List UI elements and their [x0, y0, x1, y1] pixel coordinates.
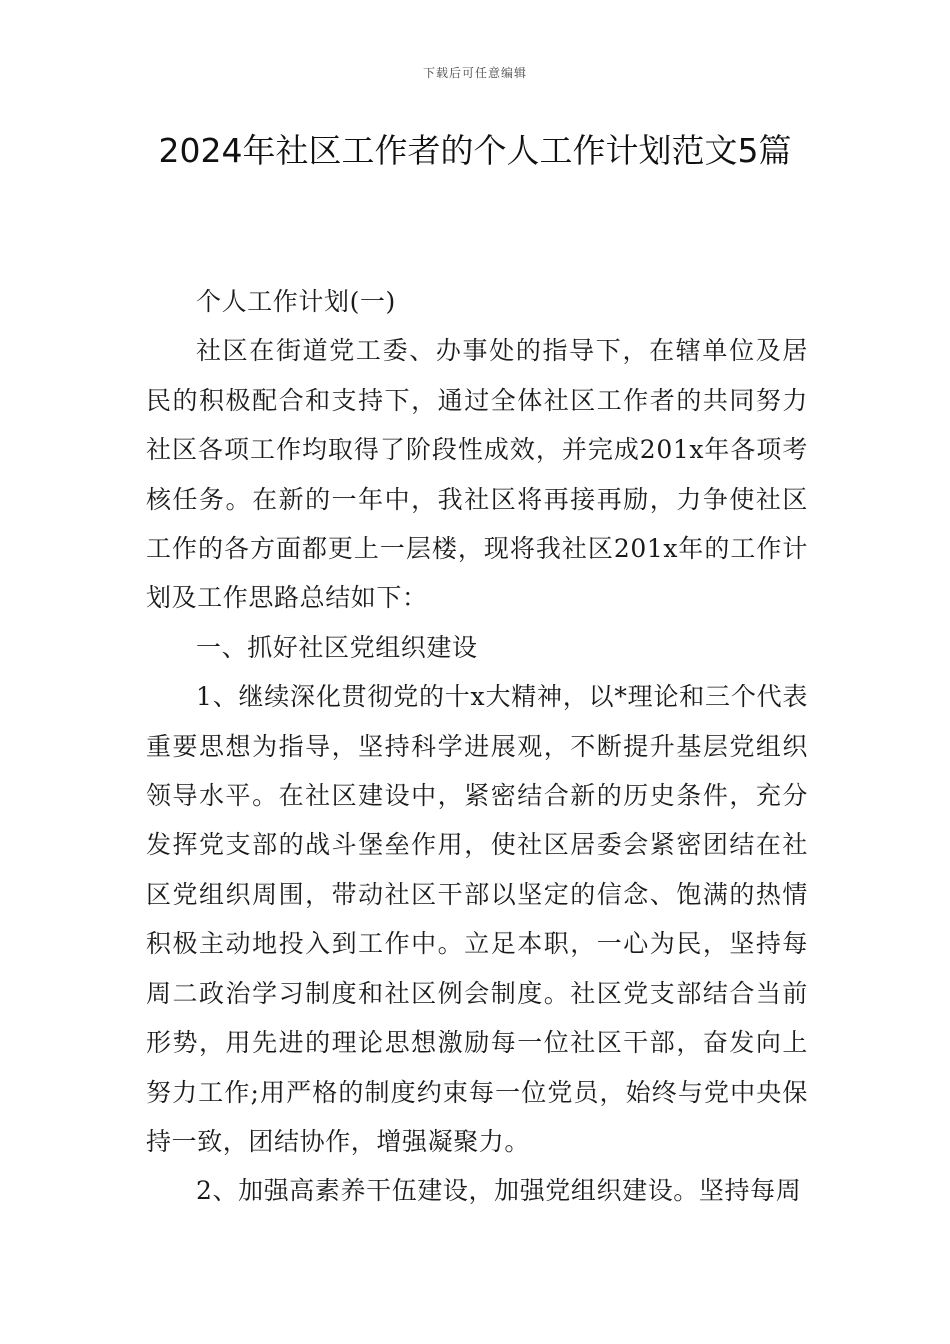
header-note: 下载后可任意编辑	[422, 66, 527, 80]
section-heading-plan-one: 个人工作计划(一)	[196, 287, 396, 316]
intro-paragraph: 社区在街道党工委、办事处的指导下，在辖单位及居民的积极配合和支持下，通过全体社区工作者的共同努力社区各项工作均取得了阶段性成效，并完成201x年各项考核任务。在新的一年中，我社区将再接再励，力争使社区工作的各方面都更上一层楼，现将我社区201x年的工作计划及工作思路总结如下：	[146, 336, 808, 613]
paragraph-item-2: 2、加强高素养干伍建设，加强党组织建设。坚持每周	[196, 1176, 802, 1206]
section-heading-party-building: 一、抓好社区党组织建设	[196, 632, 478, 662]
document-body	[146, 277, 808, 1216]
paragraph-item-1: 1、继续深化贯彻党的十x大精神，以*理论和三个代表重要思想为指导，坚持科学进展观，不断提升基层党组织领导水平。在社区建设中，紧密结合新的历史条件，充分发挥党支部的战斗堡垒作用，使社区居委会紧密团结在社区党组织周围，带动社区干部以坚定的信念、饱满的热情积极主动地投入到工作中。立足本职，一心为民，坚持每周二政治学习制度和社区例会制度。社区党支部结合当前形势，用先进的理论思想激励每一位社区干部，奋发向上努力工作;用严格的制度约束每一位党员，始终与党中央保持一致，团结协作，增强凝聚力。	[146, 682, 808, 1156]
document-title: 2024年社区工作者的个人工作计划范文5篇	[158, 131, 792, 170]
